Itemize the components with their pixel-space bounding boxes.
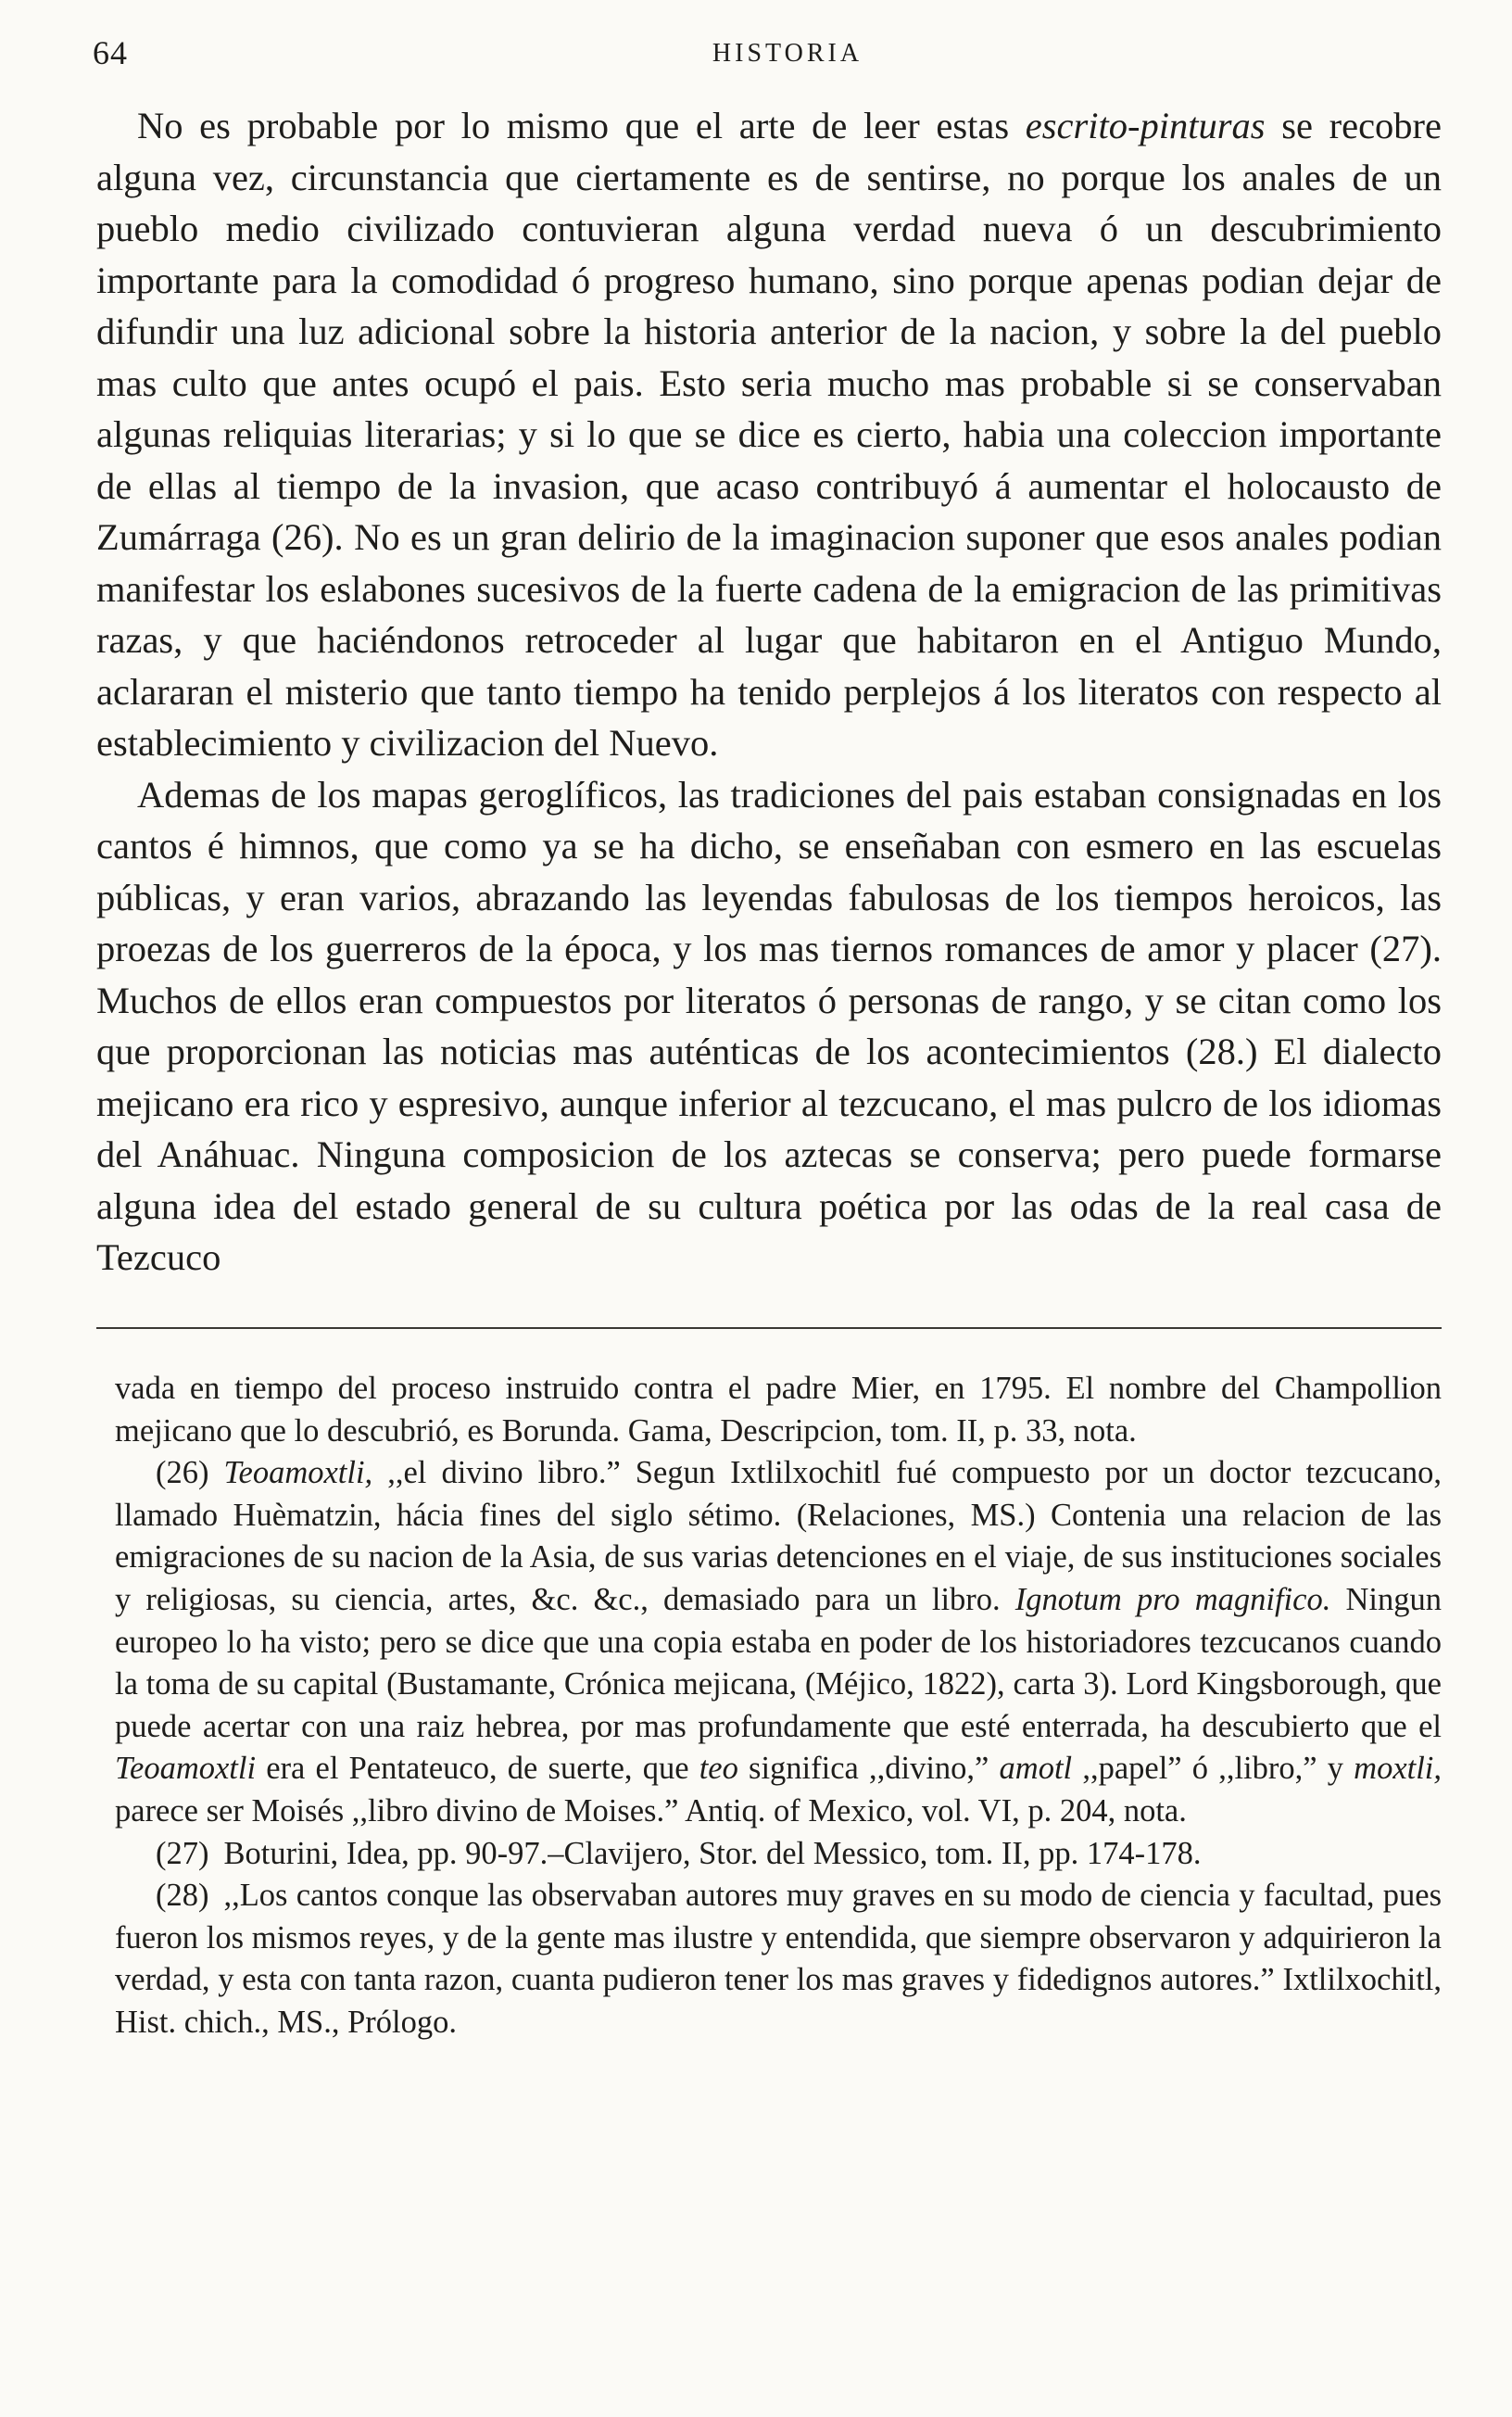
footnote-continuation: vada en tiempo del proceso instruido contra el padre Mier, en 1795. El nombre del Champollion mejicano que lo descubrió, es Borunda. Gama, Descripcion, tom. II, p. 33, nota. <box>115 1371 1442 1449</box>
footnote-26-text-2: Ningun europeo lo ha visto; pero se dice que una copia estaba en poder de los historiadores tezcucanos cuando la toma de su capital (Bustamante, Crónica mejicana, (Méjico, 1822), carta 3). Lord Kingsborough, que puede acertar con una raiz hebrea, por mas profundamente que esté enterrada, ha descubierto que el <box>115 1581 1442 1744</box>
page-header <box>93 33 1445 82</box>
footnote-26-text-4: significa ,,divino,” <box>737 1751 1000 1787</box>
footnote-separator-rule <box>96 1327 1442 1329</box>
paragraph-1-text-b: se recobre alguna vez, circunstancia que ciertamente es de sentirse, no porque los anales de un pueblo medio civilizado contuvieran alguna verdad nueva ó un descubrimiento importante para la comodidad ó progreso humano, sino porque apenas podian dejar de difundir una luz adicional sobre la historia anterior de la nacion, y sobre la del pueblo mas culto que antes ocupó el pais. Esto seria mucho mas probable si se conservaban algunas reliquias literarias; y si lo que se dice es cierto, habia una coleccion importante de ellas al tiempo de la invasion, que acaso contribuyó á aumentar el holocausto de Zumárraga (26). No es un gran delirio de la imaginacion suponer que esos anales podian manifestar los eslabones sucesivos de la fuerte cadena de la emigracion de las primitivas razas, y que haciéndonos retroceder al lugar que habitaron en el Antiguo Mundo, aclararan el misterio que tanto tiempo ha tenido perplejos á los literatos con respecto al establecimiento y civilizacion del Nuevo. <box>96 105 1443 764</box>
paragraph-1-italic-term: escrito-pinturas <box>1025 105 1266 146</box>
footnote-26-text-1: ,,el divino libro.” Segun Ixtlilxochitl fué compuesto por un doctor tezcucano, llamado Huèmatzin, hácia fines del siglo sétimo. (Relaciones, MS.) Contenia una relacion de las emigraciones de su nacion de la Asia, de sus varias detenciones en el viaje, de sus instituciones sociales y religiosas, su ciencia, artes, &c. &c., demasiado para un libro. <box>115 1455 1442 1617</box>
body-paragraph-1 <box>96 100 1442 769</box>
body-paragraph-2: Ademas de los mapas geroglíficos, las tradiciones del pais estaban consignadas en los cantos é himnos, que como ya se ha dicho, se enseñaban con esmero en las escuelas públicas, y eran varios, abrazando las leyendas fabulosas de los tiempos heroicos, las proezas de los guerreros de la época, y los mas tiernos romances de amor y placer (27). Muchos de ellos eran compuestos por literatos ó personas de rango, y se citan como los que proporcionan las noticias mas auténticas de los acontecimientos (28.) El dialecto mejicano era rico y espresivo, aunque inferior al tezcucano, el mas pulcro de los idiomas del Anáhuac. Ninguna composicion de los aztecas se conserva; pero puede formarse alguna idea del estado general de su cultura poética por las odas de la real casa de Tezcuco <box>96 773 1442 1278</box>
footnote-28 <box>115 1875 1442 2044</box>
footnote-26-text-5: ,,papel” ó ,,libro,” y <box>1072 1751 1354 1787</box>
paragraph-1-text-a: No es probable por lo mismo que el arte de leer estas <box>137 105 1026 146</box>
footnote-27 <box>115 1833 1442 1876</box>
footnote-27-text: Boturini, Idea, pp. 90-97.–Clavijero, Stor. del Messico, tom. II, pp. 174-178. <box>223 1835 1202 1871</box>
footnote-28-text: ,,Los cantos conque las observaban autores muy graves en su modo de ciencia y facultad, pues fueron los mismos reyes, y de la gente mas ilustre y entendida, que siempre observaron y adquirieron la verdad, y esta con tanta razon, cuanta pudieron tener los mas graves y fidedignos autores.” Ixtlilxochitl, Hist. chich., MS., Prólogo. <box>115 1878 1442 2040</box>
page-number: 64 <box>93 34 128 71</box>
footnotes <box>115 1368 1442 2044</box>
footnote-26-italic-3: Teoamoxtli <box>115 1751 257 1787</box>
main-text <box>96 100 1442 1284</box>
footnote-26-italic-2: Ignotum pro magnifico. <box>1014 1581 1331 1617</box>
footnote-26-number: (26) <box>156 1455 209 1491</box>
running-head: HISTORIA <box>712 39 863 68</box>
footnote-26-text-3: era el Pentateuco, de suerte, que <box>256 1751 699 1787</box>
footnote-26-text-6: parece ser Moisés ,,libro divino de Moises.” Antiq. of Mexico, vol. VI, p. 204, nota. <box>115 1792 1187 1829</box>
footnote-27-number: (27) <box>156 1835 209 1871</box>
footnote-26-italic-5: amotl <box>999 1751 1073 1787</box>
footnote-28-number: (28) <box>156 1878 209 1914</box>
footnote-26-italic-4: teo <box>699 1751 738 1787</box>
footnote-26-italic-6: moxtli, <box>1354 1751 1443 1787</box>
footnote-26-title: Teoamoxtli, <box>223 1455 373 1491</box>
footnote-26 <box>115 1452 1442 1832</box>
